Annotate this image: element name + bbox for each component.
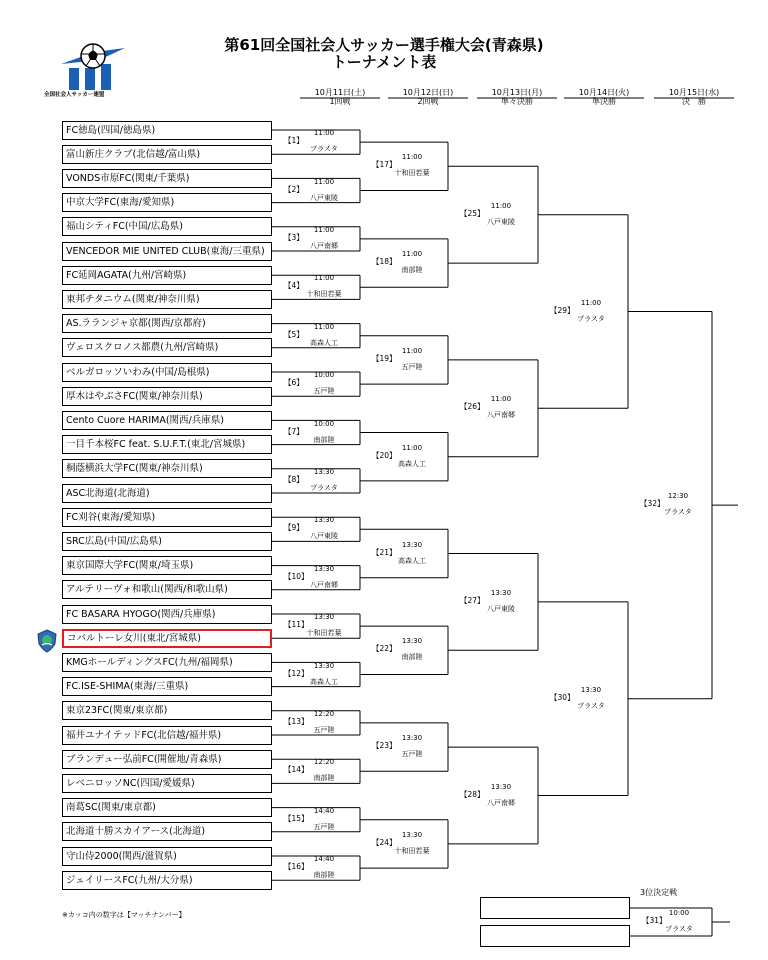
match-number: 【9】 <box>284 523 304 533</box>
match-venue: プラスタ <box>577 314 605 323</box>
match-venue: 八戸南郷 <box>310 580 338 589</box>
match-venue: 八戸東陵 <box>310 532 338 541</box>
match-time: 13:30 <box>401 637 423 646</box>
page-subtitle: トーナメント表 <box>331 53 437 71</box>
match-number: 【18】 <box>372 257 397 267</box>
round-header <box>295 88 385 106</box>
footnote: ※カッコ内の数字は【マッチナンバー】 <box>62 911 186 919</box>
match-time: 11:00 <box>490 395 512 404</box>
match-time: 11:00 <box>313 274 335 283</box>
match-time: 14:40 <box>313 855 335 864</box>
match-time: 12:20 <box>313 758 335 767</box>
match-number: 【30】 <box>550 692 575 702</box>
match-number: 【22】 <box>372 644 397 654</box>
match-number: 【17】 <box>372 160 397 170</box>
match-venue: 八戸南郷 <box>487 798 515 807</box>
match-time: 11:00 <box>490 201 512 210</box>
team-slot: SRC広島(中国/広島県) <box>62 532 272 551</box>
match-venue: 十和田若葉 <box>306 290 342 299</box>
match-number: 【29】 <box>550 305 575 315</box>
match-venue: 南部陸 <box>313 435 335 444</box>
match-number: 【25】 <box>460 208 485 218</box>
match-venue: プラスタ <box>664 508 692 517</box>
round-date: 10月13日(月) <box>491 88 543 97</box>
round-header <box>649 88 739 106</box>
team-slot: 福井ユナイテッドFC(北信越/福井県) <box>62 726 272 745</box>
match-venue: プラスタ <box>577 701 605 710</box>
match-venue: 五戸陸 <box>313 387 335 396</box>
match-time: 12:20 <box>313 709 335 718</box>
match-time: 13:30 <box>580 685 602 694</box>
team-slot: 厚木はやぶさFC(関東/神奈川県) <box>62 387 272 406</box>
match-time: 11:00 <box>401 250 423 259</box>
match-time: 11:00 <box>401 346 423 355</box>
match-time: 11:00 <box>313 177 335 186</box>
match-venue: 南部陸 <box>401 653 423 662</box>
team-slot: VENCEDOR MIE UNITED CLUB(東海/三重県) <box>62 242 272 261</box>
team-slot: 福山シティFC(中国/広島県) <box>62 217 272 236</box>
round-date: 10月12日(日) <box>402 88 454 97</box>
match-time: 13:30 <box>401 830 423 839</box>
match-venue: 十和田若葉 <box>306 629 342 638</box>
team-slot: 桐蔭横浜大学FC(関東/神奈川県) <box>62 459 272 478</box>
match-number: 【4】 <box>284 281 304 291</box>
match-time: 13:30 <box>313 467 335 476</box>
match-venue: 五戸陸 <box>401 750 423 759</box>
match-time: 10:00 <box>313 419 335 428</box>
team-slot: ベルガロッソいわみ(中国/島根県) <box>62 363 272 382</box>
third-place-slot-2 <box>480 925 630 947</box>
match-number: 【21】 <box>372 547 397 557</box>
round-header <box>559 88 649 106</box>
round-name: 決 勝 <box>682 97 706 106</box>
match-venue: 五戸陸 <box>313 725 335 734</box>
match-number: 【32】 <box>640 499 665 509</box>
match-venue: 十和田若葉 <box>394 169 430 178</box>
match-number: 【13】 <box>284 716 309 726</box>
match-number: 【16】 <box>284 862 309 872</box>
match-number: 【7】 <box>284 426 304 436</box>
match-venue: プラスタ <box>310 145 338 154</box>
team-slot: ジェイリースFC(九州/大分県) <box>62 871 272 890</box>
team-slot: 南葛SC(関東/東京都) <box>62 798 272 817</box>
match-number: 【27】 <box>460 595 485 605</box>
team-slot: 富山新庄クラブ(北信越/富山県) <box>62 145 272 164</box>
match-venue: 高森人工 <box>398 556 426 565</box>
match-time: 13:30 <box>313 613 335 622</box>
match-time: 10:00 <box>668 909 690 917</box>
cobaltore-emblem-icon <box>36 629 58 653</box>
match-venue: 高森人工 <box>310 677 338 686</box>
round-name: 準々決勝 <box>501 97 533 106</box>
round-name: 準決勝 <box>592 97 616 106</box>
match-number: 【28】 <box>460 789 485 799</box>
match-time: 13:30 <box>490 782 512 791</box>
round-date: 10月11日(土) <box>314 88 366 97</box>
logo-text: 全国社会人サッカー連盟 <box>44 92 105 98</box>
match-time: 13:30 <box>313 564 335 573</box>
match-time: 13:30 <box>401 540 423 549</box>
match-number: 【31】 <box>642 916 667 925</box>
team-slot: アルテリーヴォ和歌山(関西/和歌山県) <box>62 580 272 599</box>
team-slot: レベニロッソNC(四国/愛媛県) <box>62 774 272 793</box>
team-slot: ブランデュー弘前FC(開催地/青森県) <box>62 750 272 769</box>
round-date: 10月15日(水) <box>668 88 720 97</box>
match-venue: 八戸東陵 <box>487 217 515 226</box>
match-time: 13:30 <box>490 588 512 597</box>
match-venue: 南部陸 <box>313 871 335 880</box>
match-number: 【26】 <box>460 402 485 412</box>
team-slot: コバルトーレ女川(東北/宮城県) <box>62 629 272 648</box>
match-venue: 八戸南郷 <box>310 241 338 250</box>
team-slot: 守山侍2000(関西/滋賀県) <box>62 847 272 866</box>
team-slot: FC BASARA HYOGO(関西/兵庫県) <box>62 605 272 624</box>
match-time: 11:00 <box>313 129 335 138</box>
round-header <box>472 88 562 106</box>
page-title: 第61回全国社会人サッカー選手権大会(青森県) <box>224 36 544 54</box>
team-slot: 一目千本桜FC feat. S.U.F.T.(東北/宮城県) <box>62 435 272 454</box>
team-slot: FC延岡AGATA(九州/宮崎県) <box>62 266 272 285</box>
team-slot: FC.ISE-SHIMA(東海/三重県) <box>62 677 272 696</box>
team-slot: 北海道十勝スカイアース(北海道) <box>62 822 272 841</box>
match-number: 【11】 <box>284 620 309 630</box>
match-time: 13:30 <box>313 516 335 525</box>
match-number: 【20】 <box>372 450 397 460</box>
match-number: 【8】 <box>284 474 304 484</box>
match-venue: 南部陸 <box>401 266 423 275</box>
match-venue: 十和田若葉 <box>394 846 430 855</box>
match-number: 【24】 <box>372 837 397 847</box>
match-venue: 五戸陸 <box>313 822 335 831</box>
team-slot: 東京国際大学FC(関東/埼玉県) <box>62 556 272 575</box>
match-venue: 八戸東陵 <box>310 193 338 202</box>
third-place-slot-1 <box>480 897 630 919</box>
match-time: 10:00 <box>313 371 335 380</box>
match-time: 11:00 <box>580 298 602 307</box>
match-venue: 高森人工 <box>310 338 338 347</box>
match-number: 【14】 <box>284 765 309 775</box>
match-time: 11:00 <box>401 153 423 162</box>
match-venue: 高森人工 <box>398 459 426 468</box>
match-venue: プラスタ <box>665 925 693 933</box>
match-venue: 八戸東陵 <box>487 604 515 613</box>
match-time: 13:30 <box>401 734 423 743</box>
team-slot: ASC北海道(北海道) <box>62 484 272 503</box>
team-slot: ヴェロスクロノス都農(九州/宮崎県) <box>62 338 272 357</box>
match-venue: 南部陸 <box>313 774 335 783</box>
match-number: 【3】 <box>284 232 304 242</box>
match-time: 11:00 <box>401 443 423 452</box>
match-venue: プラスタ <box>310 483 338 492</box>
match-time: 11:00 <box>313 322 335 331</box>
round-header <box>383 88 473 106</box>
match-time: 12:30 <box>667 492 689 501</box>
team-slot: KMGホールディングスFC(九州/福岡県) <box>62 653 272 672</box>
team-slot: 東京23FC(関東/東京都) <box>62 701 272 720</box>
match-venue: 八戸南郷 <box>487 411 515 420</box>
team-slot: AS.ラランジャ京都(関西/京都府) <box>62 314 272 333</box>
team-slot: FC刈谷(東海/愛知県) <box>62 508 272 527</box>
match-time: 14:40 <box>313 806 335 815</box>
match-time: 11:00 <box>313 225 335 234</box>
team-slot: Cento Cuore HARIMA(関西/兵庫県) <box>62 411 272 430</box>
match-number: 【6】 <box>284 378 304 388</box>
match-number: 【23】 <box>372 741 397 751</box>
match-number: 【19】 <box>372 353 397 363</box>
match-number: 【15】 <box>284 813 309 823</box>
match-number: 【10】 <box>284 571 309 581</box>
team-slot: FC徳島(四国/徳島県) <box>62 121 272 140</box>
third-place-title: 3位決定戦 <box>640 888 678 897</box>
match-number: 【1】 <box>284 136 304 146</box>
round-date: 10月14日(火) <box>578 88 630 97</box>
match-number: 【5】 <box>284 329 304 339</box>
team-slot: 中京大学FC(東海/愛知県) <box>62 193 272 212</box>
team-slot: 東邦チタニウム(関東/神奈川県) <box>62 290 272 309</box>
match-time: 13:30 <box>313 661 335 670</box>
match-number: 【12】 <box>284 668 309 678</box>
round-name: 1回戦 <box>329 97 351 106</box>
team-slot: VONDS市原FC(関東/千葉県) <box>62 169 272 188</box>
match-venue: 五戸陸 <box>401 362 423 371</box>
round-name: 2回戦 <box>417 97 439 106</box>
match-number: 【2】 <box>284 184 304 194</box>
